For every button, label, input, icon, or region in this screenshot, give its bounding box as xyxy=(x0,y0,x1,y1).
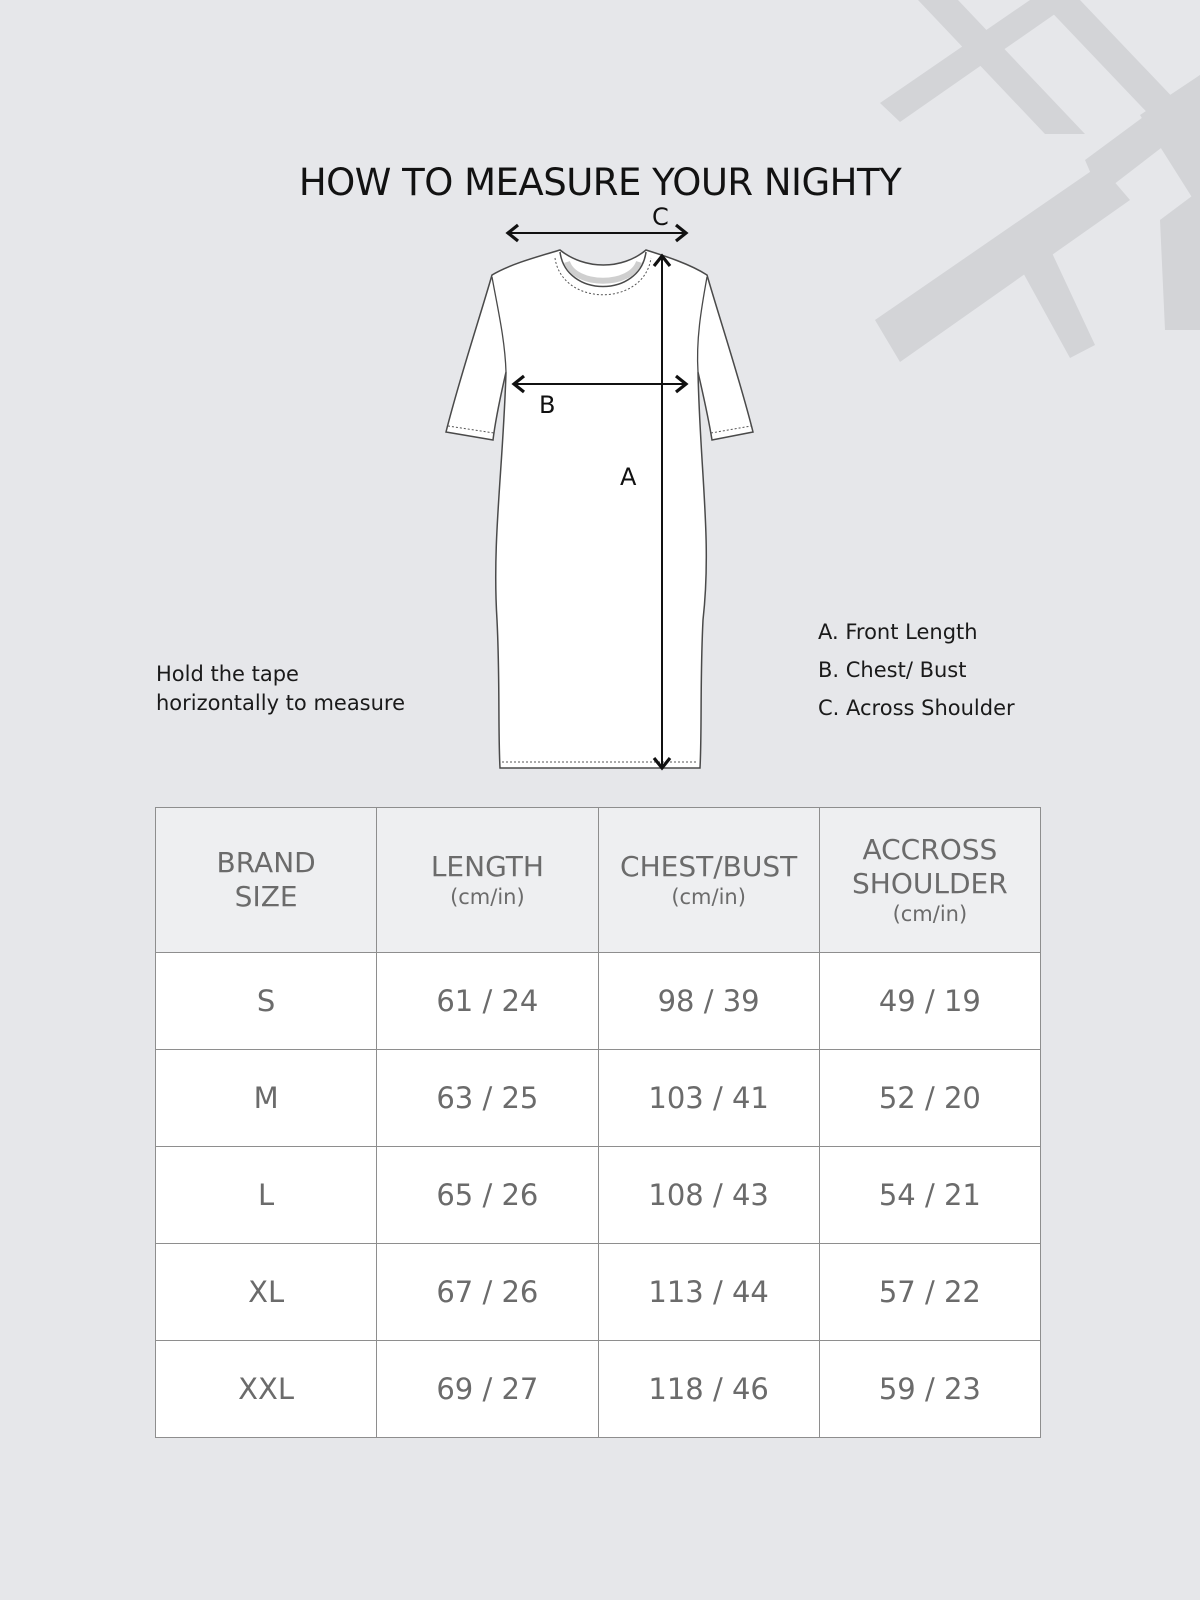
table-row xyxy=(156,1050,1041,1147)
cell-size: XXL xyxy=(156,1341,377,1438)
header-length xyxy=(377,808,598,953)
header-line: SIZE xyxy=(234,880,298,913)
header-across-shoulder xyxy=(819,808,1040,953)
header-unit: (cm/in) xyxy=(671,885,746,909)
header-line: BRAND xyxy=(216,846,316,879)
instruction-line: horizontally to measure xyxy=(156,691,406,715)
cell-chest: 118 / 46 xyxy=(598,1341,819,1438)
cell-length: 67 / 26 xyxy=(377,1244,598,1341)
label-b: B xyxy=(539,391,556,419)
cell-chest: 108 / 43 xyxy=(598,1147,819,1244)
legend-item-front-length: A. Front Length xyxy=(818,620,978,644)
header-line: SHOULDER xyxy=(852,867,1008,900)
header-unit: (cm/in) xyxy=(450,885,525,909)
cell-shoulder: 57 / 22 xyxy=(819,1244,1040,1341)
measurement-legend xyxy=(818,613,1015,727)
table-row xyxy=(156,1341,1041,1438)
table-row xyxy=(156,953,1041,1050)
cell-chest: 113 / 44 xyxy=(598,1244,819,1341)
header-chest-bust xyxy=(598,808,819,953)
label-c: C xyxy=(652,203,669,231)
header-line: LENGTH xyxy=(430,850,544,883)
header-line: ACCROSS xyxy=(862,833,998,866)
cell-length: 69 / 27 xyxy=(377,1341,598,1438)
instruction-line: Hold the tape xyxy=(156,662,299,686)
label-a: A xyxy=(620,463,637,491)
cell-size: XL xyxy=(156,1244,377,1341)
cell-length: 63 / 25 xyxy=(377,1050,598,1147)
table-header-row xyxy=(156,808,1041,953)
table-row xyxy=(156,1244,1041,1341)
cell-shoulder: 49 / 19 xyxy=(819,953,1040,1050)
nighty-outline xyxy=(446,250,753,768)
cell-size: S xyxy=(156,953,377,1050)
header-unit: (cm/in) xyxy=(892,902,968,926)
page-title: HOW TO MEASURE YOUR NIGHTY xyxy=(298,160,902,204)
legend-item-chest-bust: B. Chest/ Bust xyxy=(818,658,967,682)
cell-shoulder: 59 / 23 xyxy=(819,1341,1040,1438)
cell-chest: 98 / 39 xyxy=(598,953,819,1050)
measuring-instruction xyxy=(156,660,405,718)
cell-chest: 103 / 41 xyxy=(598,1050,819,1147)
header-brand-size xyxy=(156,808,377,953)
table-row xyxy=(156,1147,1041,1244)
cell-length: 61 / 24 xyxy=(377,953,598,1050)
cell-length: 65 / 26 xyxy=(377,1147,598,1244)
cell-size: M xyxy=(156,1050,377,1147)
cell-size: L xyxy=(156,1147,377,1244)
cell-shoulder: 52 / 20 xyxy=(819,1050,1040,1147)
header-line: CHEST/BUST xyxy=(620,850,798,883)
size-chart-table xyxy=(155,807,1041,1438)
cell-shoulder: 54 / 21 xyxy=(819,1147,1040,1244)
legend-item-across-shoulder: C. Across Shoulder xyxy=(818,696,1015,720)
